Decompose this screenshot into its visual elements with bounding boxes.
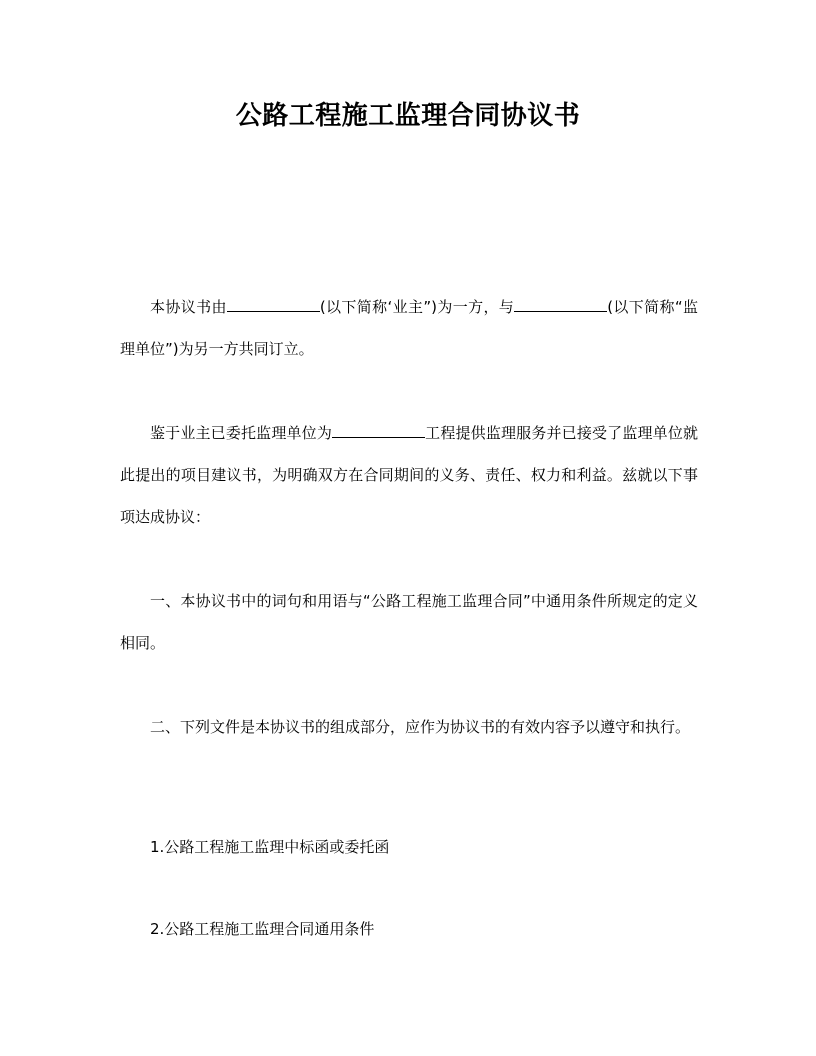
recital-text-2: 工程提供监理服务并已接受了监理单位就此提出的项目建议书，为明确双方在合同期间的义务、责任、权力和利益。兹就以下事项达成协议： (120, 424, 698, 526)
agreement-parties-paragraph (120, 286, 698, 370)
document-list-item: 1.公路工程施工监理中标函或委托函 (150, 838, 390, 856)
project-name-blank (332, 423, 425, 438)
recital-text-1: 鉴于业主已委托监理单位为 (150, 424, 332, 442)
parties-text-3: (以下简称“监理单位”)为另一方共同订立。 (120, 298, 698, 358)
document-title: 公路工程施工监理合同协议书 (235, 101, 581, 131)
owner-name-blank (227, 297, 320, 312)
supervisor-name-blank (514, 297, 607, 312)
clause-two-paragraph: 二、下列文件是本协议书的组成部分，应作为协议书的有效内容予以遵守和执行。 (150, 718, 691, 736)
parties-text-2: (以下简称‘业主”)为一方，与 (319, 298, 515, 316)
clause-one-paragraph: 一、本协议书中的词句和用语与“公路工程施工监理合同”中通用条件所规定的定义相同。 (120, 592, 698, 652)
recital-paragraph (120, 412, 698, 538)
document-list-item: 2.公路工程施工监理合同通用条件 (150, 920, 375, 938)
parties-text-1: 本协议书由 (150, 298, 227, 316)
